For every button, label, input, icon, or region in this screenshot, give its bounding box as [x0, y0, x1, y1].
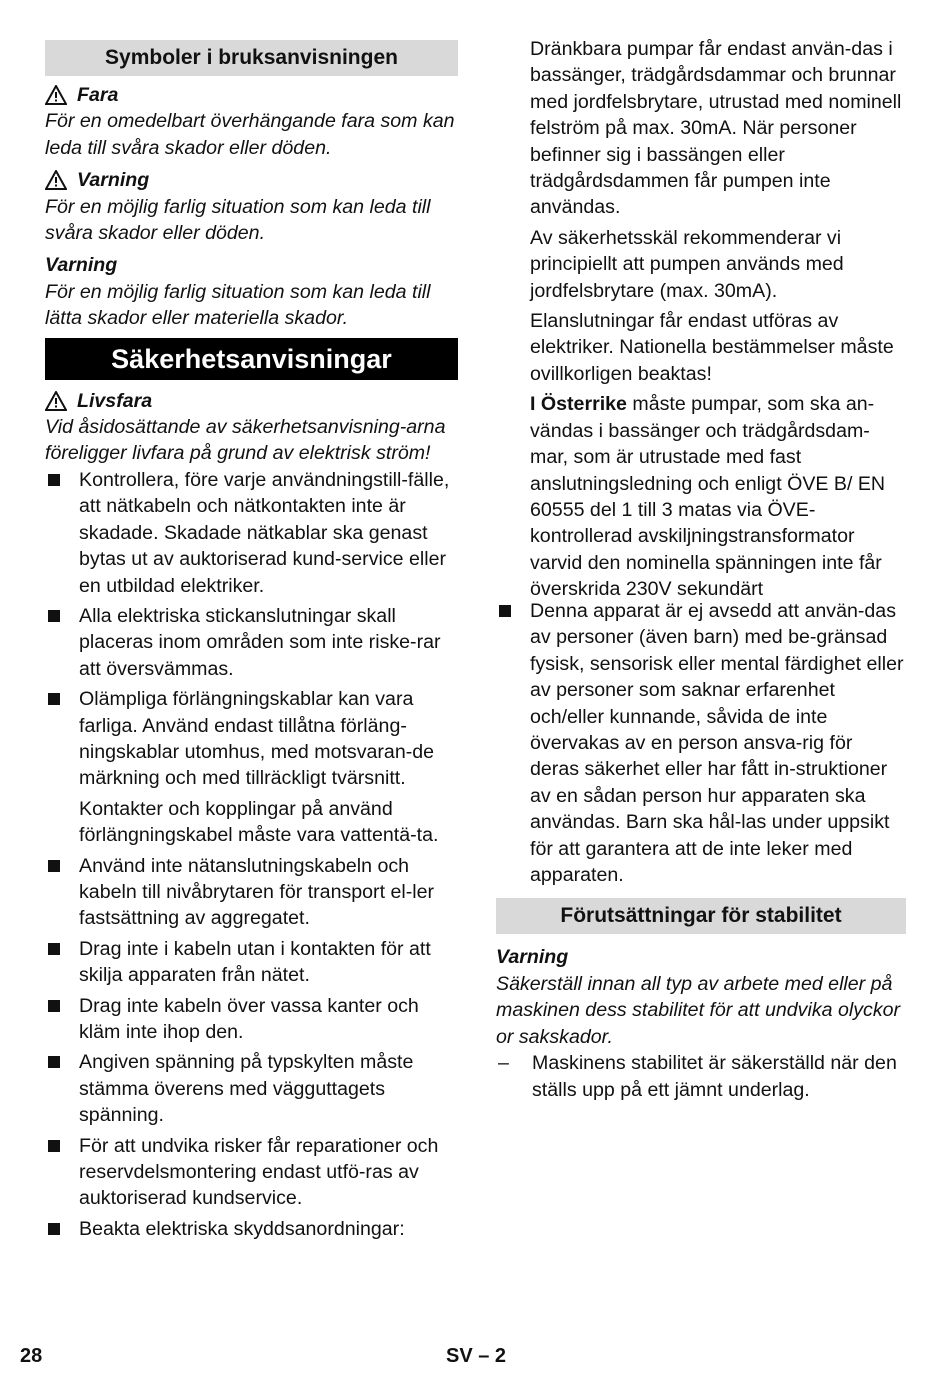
section-title-safety: Säkerhetsanvisningar	[45, 338, 458, 380]
varning2-text: För en möjlig farlig situation som kan leda till lätta skador eller materiella skador.	[45, 280, 431, 330]
section-title-stability: Förutsättningar för stabilitet	[496, 898, 906, 934]
varning2-label: Varning	[45, 254, 118, 277]
varning-heading	[496, 944, 906, 970]
list-item: För att undvika risker får reparationer och reservdelsmontering endast utfö-ras av auktoriserad kundservice.	[45, 1133, 458, 1212]
livsfara-heading	[45, 388, 458, 414]
austria-label: I Österrike	[530, 393, 627, 416]
paragraph-pumps: Dränkbara pumpar får endast använ-das i bassänger, trädgårdsdammar och brunnar med jordfelsbrytare, utrustad med nominell felström på max. 30mA. När personer befinner sig i bassängen eller trädgårdsdammen får pumpen inte användas.	[530, 38, 902, 219]
bullet-square-icon	[45, 686, 79, 792]
language-page-label: SV – 2	[446, 1345, 507, 1367]
fara-text: För en omedelbart överhängande fara som kan leda till svåra skador eller döden.	[45, 110, 455, 159]
varning1-heading	[45, 167, 458, 193]
bullet-square-icon	[45, 603, 79, 682]
list-item-continuation: Kontakter och kopplingar på använd förlängningskabel måste vara vattentä-ta.	[79, 797, 439, 847]
varning-label: Varning	[496, 946, 569, 969]
left-column	[45, 36, 458, 1242]
bullet-square-icon	[45, 1216, 79, 1242]
list-item	[496, 1050, 906, 1103]
list-item: Drag inte i kabeln utan i kontakten för att skilja apparaten från nätet.	[45, 936, 458, 989]
varning1-text: För en möjlig farlig situation som kan leda till svåra skador eller döden.	[45, 195, 431, 245]
warning-triangle-icon	[45, 170, 67, 190]
section-title-symbols: Symboler i bruksanvisningen	[45, 40, 458, 76]
bullet-square-icon	[45, 467, 79, 599]
dash-marker: –	[498, 1052, 509, 1075]
right-column-lower	[496, 598, 906, 1103]
list-item: Olämpliga förlängningskablar kan vara farliga. Använd endast tillåtna förläng-ningskablar utomhus, med motsvaran-de märkning och med tillräckligt tvärsnitt.	[45, 686, 458, 792]
right-column	[496, 36, 906, 603]
bullet-square-icon	[45, 1049, 79, 1128]
varning2-heading	[45, 252, 458, 278]
list-item: Drag inte kabeln över vassa kanter och kläm inte ihop den.	[45, 993, 458, 1046]
livsfara-text: Vid åsidosättande av säkerhetsanvisning-arna föreligger livfara på grund av elektrisk ström!	[45, 416, 446, 465]
bullet-square-icon	[45, 1133, 79, 1212]
paragraph-rcd: Av säkerhetsskäl rekommenderar vi principiellt att pumpen används med jordfelsbrytare (max. 30mA).	[530, 226, 844, 302]
fara-heading	[45, 82, 458, 108]
list-item: Beakta elektriska skyddsanordningar:	[45, 1216, 458, 1242]
paragraph-austria	[530, 391, 906, 602]
warning-triangle-icon	[45, 85, 67, 105]
page-number: 28	[20, 1345, 43, 1367]
varning-text: Säkerställ innan all typ av arbete med eller på maskinen dess stabilitet för att undvika olyckor or sakskador.	[496, 972, 901, 1048]
list-item: Alla elektriska stickanslutningar skall placeras inom områden som inte riske-rar att översvämmas.	[45, 603, 458, 682]
list-item: Använd inte nätanslutningskabeln och kabeln till nivåbrytaren för transport el-ler fastsättning av aggregatet.	[45, 853, 458, 932]
bullet-square-icon	[45, 993, 79, 1046]
list-item: Angiven spänning på typskylten måste stämma överens med vägguttagets spänning.	[45, 1049, 458, 1128]
bullet-square-icon	[45, 936, 79, 989]
dash-text: Maskinens stabilitet är säkerställd när den ställs upp på ett jämnt underlag.	[532, 1052, 897, 1101]
warning-triangle-icon	[45, 391, 67, 411]
paragraph-electrician: Elanslutningar får endast utföras av elektriker. Nationella bestämmelser måste ovillkorligen beaktas!	[530, 310, 894, 385]
list-item: Kontrollera, före varje användningstill-fälle, att nätkabeln och nätkontakten inte är skadade. Skadade nätkablar ska genast bytas ut av auktoriserad kund-service eller en utbildad elektriker.	[45, 467, 458, 599]
fara-label: Fara	[77, 84, 119, 106]
varning1-label: Varning	[77, 169, 150, 192]
livsfara-label: Livsfara	[77, 389, 153, 412]
bullet-square-icon	[45, 853, 79, 932]
bullet-square-icon	[496, 598, 530, 888]
austria-text: måste pumpar, som ska an-vändas i bassänger och trädgårdsdam-mar, som är utrustade med fast anslutningsledning och enligt ÖVE B/ EN 60555 del 1 till 3 matas via ÖVE-kontrollerad avskiljningstransformator varvid den nominella spänningen inte får överskrida 230V sekundärt	[530, 393, 886, 601]
list-item: Denna apparat är ej avsedd att använ-das av personer (även barn) med be-gränsad fysisk, sensorisk eller mental färdighet eller av personer som saknar erfarenhet och/eller kunnande, såvida de inte övervakas av en person ansva-rig för deras säkerhet eller har fått in-struktioner av en sådan person hur apparaten ska användas. Barn ska hål-las under uppsikt för att garantera att de inte leker med apparaten.	[496, 598, 906, 888]
